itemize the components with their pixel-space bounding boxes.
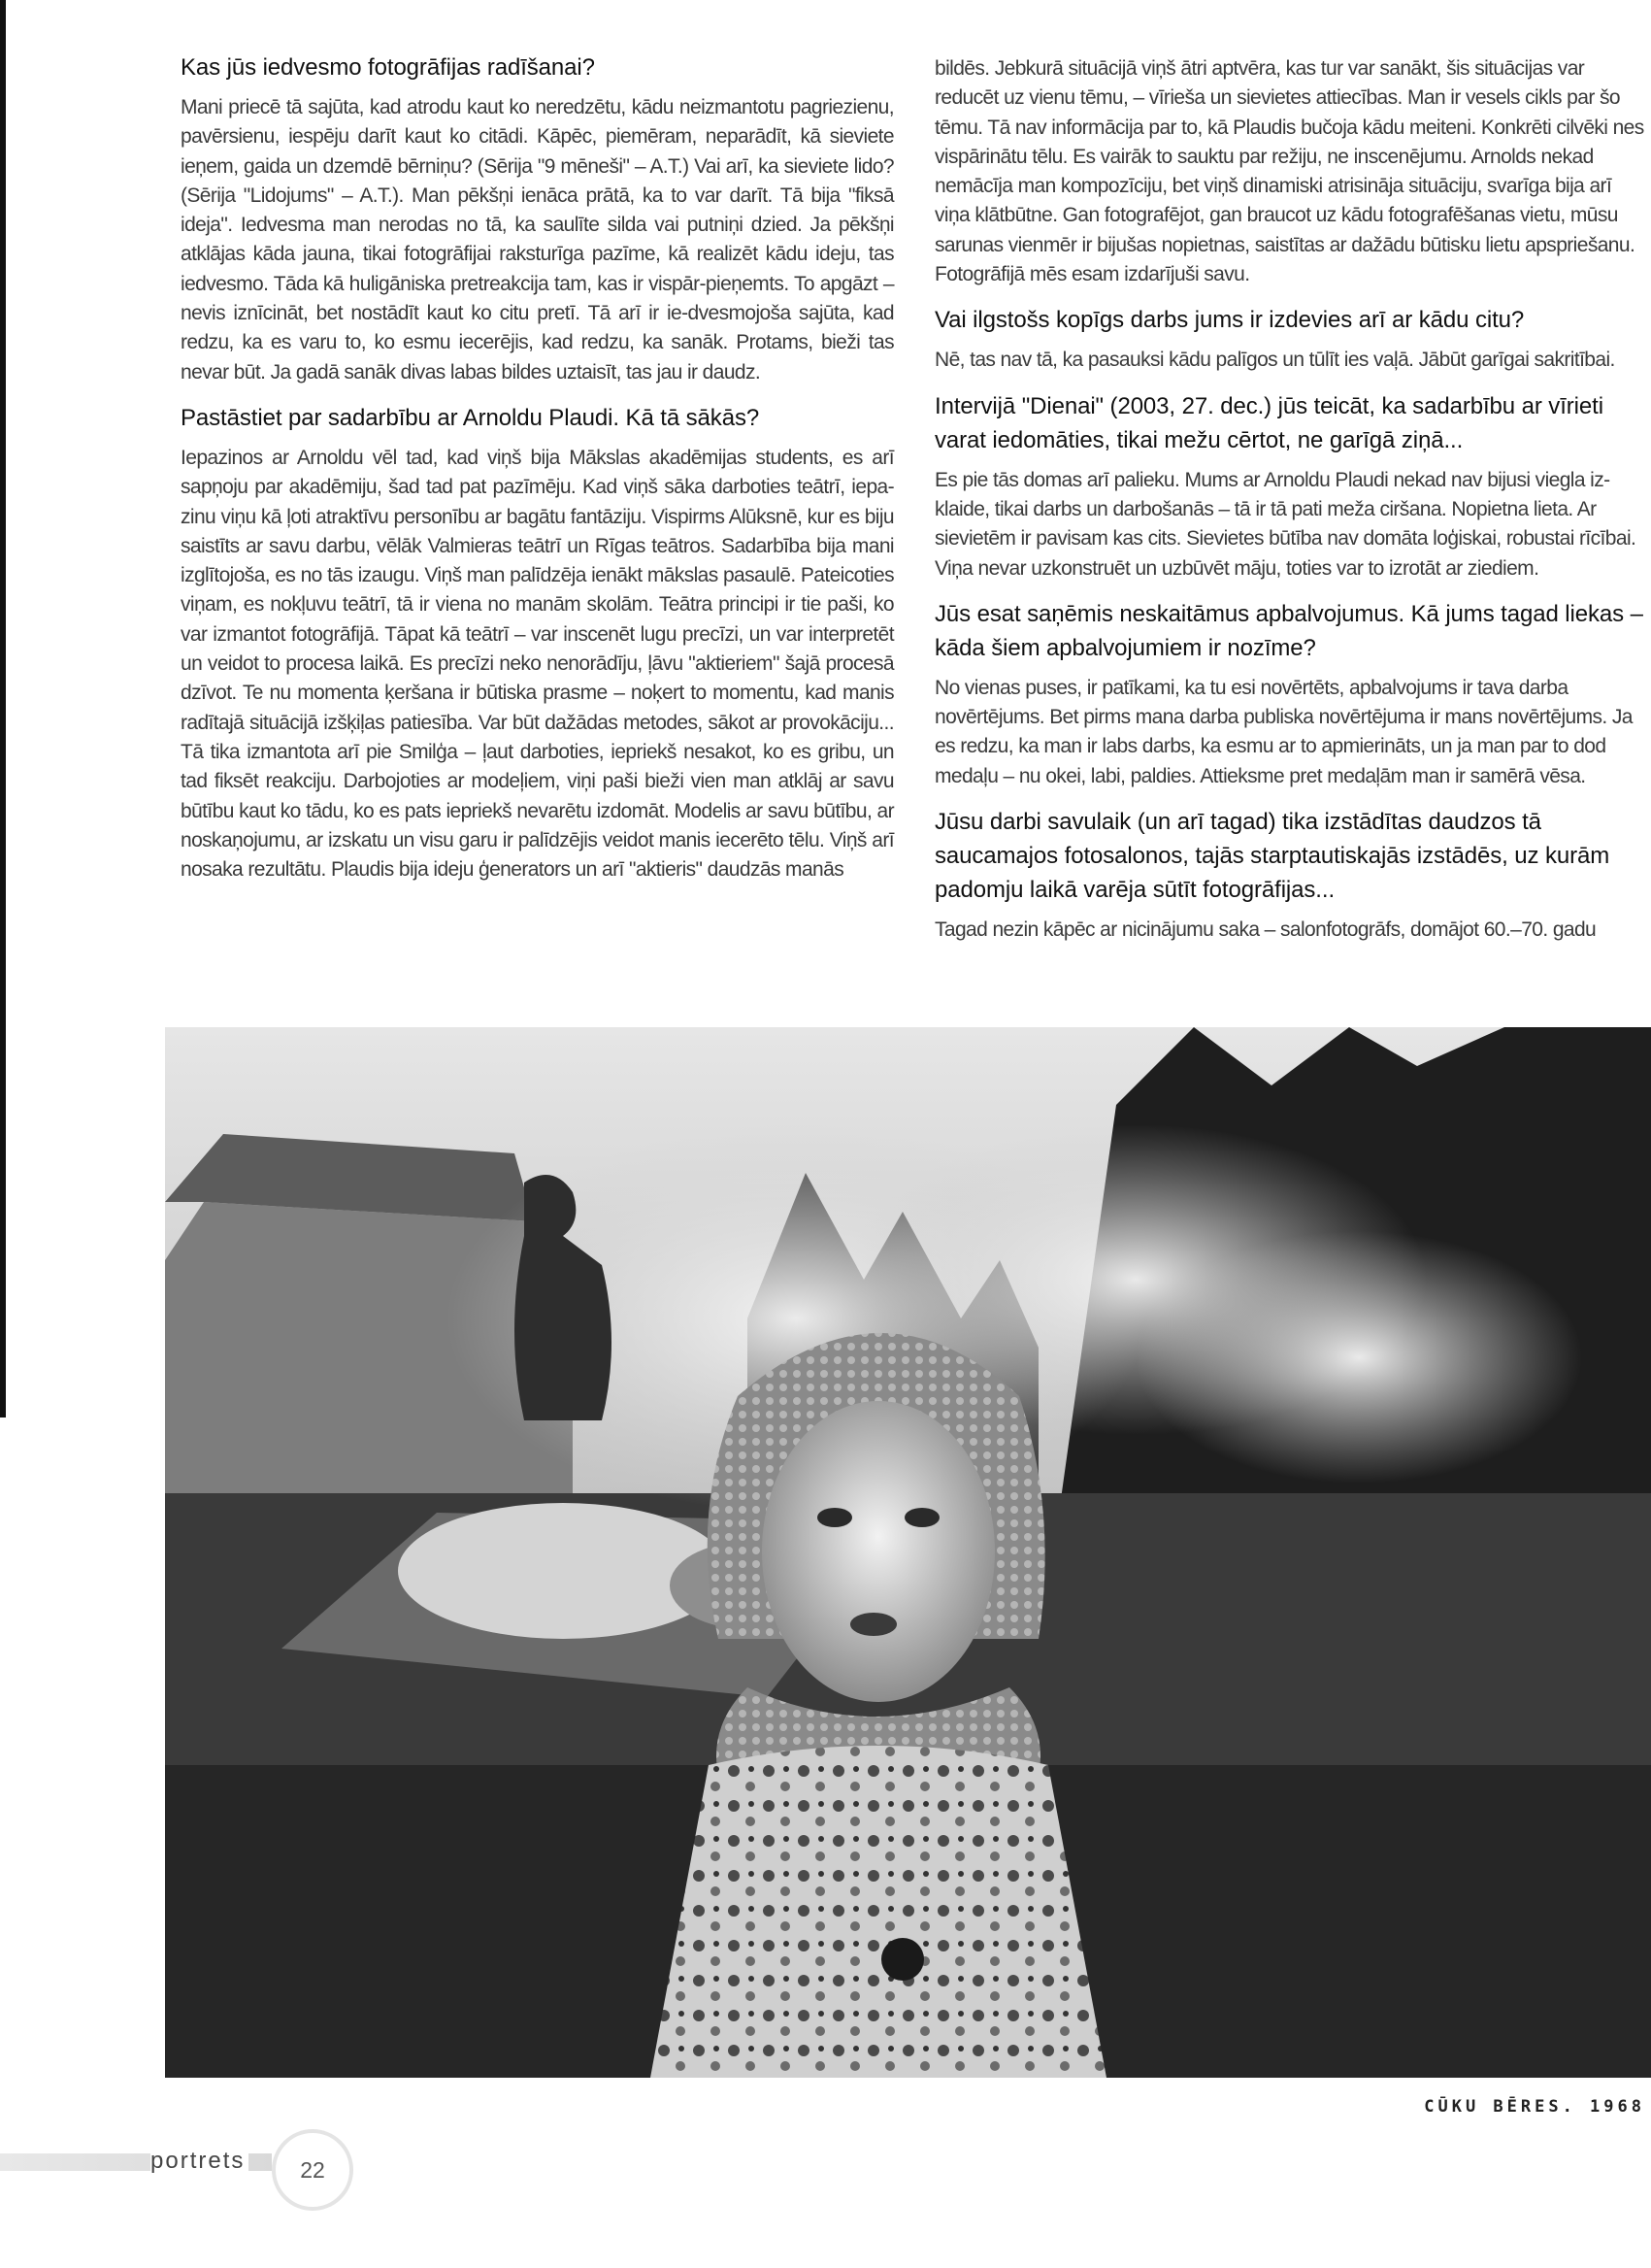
answer-plaudis-continued: bildēs. Jebkurā situācijā viņš ātri aptvēra, kas tur var sanākt, šis situācijas var reducēt uz vienu tēmu, – vīrieša un sievietes attiecības. Man ir vesels cikls par šo tēmu. Tā nav informācija par to, kā Plaudis bučoja kādu meiteni. Konkrēti cilvēki nes vispārinātu tēlu. Es vairāk to sauktu par režiju, ne inscenējumu. Arnolds nekad nemācīja man kompozīciju, bet viņš dinamiski atrisināja situāciju, svarīga bija arī viņa klātbūtne. Gan fotografējot, gan braucot uz kādu fotografēšanas vietu, mūsu sarunas vienmēr ir bijušas nopietnas, saistītas ar dažādu būtisku lietu apspriešanu. Fotogrāfijā mēs esam izdarījuši savu. xyxy=(935,57,1644,286)
question-inspiration: Kas jūs iedvesmo fotogrāfijas radīšanai? xyxy=(181,54,595,81)
page-edge-strip xyxy=(0,0,6,1418)
photo-illustration xyxy=(165,1027,1651,2078)
question-long-collaboration: Vai ilgstošs kopīgs darbs jums ir izdevies arī ar kādu citu? xyxy=(935,307,1525,334)
left-column xyxy=(181,50,894,898)
question-awards: Jūs esat saņēmis neskaitāmus apbalvojumus. Kā jums tagad liekas – kāda šiem apbalvojumiem ir nozīme? xyxy=(935,600,1643,661)
answer-photosalons: Tagad nezin kāpēc ar nicinājumu saka – salonfotogrāfs, domājot 60.–70. gadu xyxy=(935,918,1597,942)
answer-awards: No vienas puses, ir patīkami, ka tu esi novērtēts, apbalvojums ir tava darba novērtējums. Bet pirms mana darba publiska novērtējuma ir mans novērtējums. Ja es redzu, ka man ir labs darbs, ka esmu ar to apmierināts, un ja man par to dod medaļu – nu okei, labi, paldies. Attieksme pret medaļām man ir samērā vēsa. xyxy=(935,676,1633,787)
question-plaudis: Pastāstiet par sadarbību ar Arnoldu Plaudi. Kā tā sākās? xyxy=(181,404,760,431)
question-photosalons: Jūsu darbi savulaik (un arī tagad) tika izstādītas daudzos tā saucamajos fotosalonos, tajās starptautiskajās izstādēs, uz kurām padomju laikā varēja sūtīt fotogrāfijas... xyxy=(935,809,1610,904)
right-column xyxy=(935,54,1651,958)
answer-long-collaboration: Nē, tas nav tā, ka pasauksi kādu palīgos un tūlīt ies vaļā. Jābūt garīgai sakritībai. xyxy=(935,349,1615,372)
photo-caption: CŪKU BĒRES. 1968 xyxy=(1424,2097,1645,2117)
photo-child-in-hood xyxy=(165,1027,1651,2078)
answer-inspiration: Mani priecē tā sajūta, kad atrodu kaut ko neredzētu, kādu neizmantotu pagriezienu, pavērsienu, iespēju darīt kaut ko citādi. Kāpēc, piemēram, neparādīt, kā sieviete ieņem, gaida un dzemdē bērniņu? (Sērija "9 mēneši" – A.T.) Vai arī, ka sieviete lido? (Sērija "Lidojums" – A.T.). Man pēkšņi ienāca prātā, ka to var darīt. Tā bija "fiksā ideja". Iedvesma man nerodas no tā, ka saulīte silda vai putniņi dzied. Ja pēkšņi atklājas kāda jauna, tikai fotogrāfijai raksturīga pazīme, kā realizēt kādu ideju, tas iedvesmo. Tāda kā huligāniska pretreakcija tam, kas ir vispār-pieņemts. To apgāzt – nevis iznīcināt, bet nostādīt kaut ko citu pretī. Tā arī ir ie-dvesmojoša sajūta, kad redzu, ka es varu to, ko esmu iecerējis, kad redzu, ka sanāk. Protams, bieži tas nevar būt. Ja gadā sanāk divas labas bildes uztaisīt, tas jau ir daudz. xyxy=(181,96,894,384)
section-label: portrets xyxy=(150,2148,248,2175)
answer-plaudis: Iepazinos ar Arnoldu vēl tad, kad viņš bija Mākslas akadēmijas students, es arī sapņoju par akadēmiju, šad tad pat pazīmēju. Kad viņš sāka darboties teātrī, iepa-zinu viņu kā ļoti atraktīvu personību ar bagātu fantāziju. Vispirms Alūksnē, kur es biju saistīts ar savu darbu, vēlāk Valmieras teātrī un Rīgas teātros. Sadarbība bija mani izglītojoša, es no tās izaugu. Viņš man palīdzēja ienākt mākslas pasaulē. Pateicoties viņam, es nokļuvu teātrī, tā ir viena no manām skolām. Teātra principi ir tie paši, ko var izmantot fotogrāfijā. Tāpat kā teātrī – var inscenēt lugu precīzi, un var interpretēt un veidot to procesa laikā. Es precīzi neko nenorādīju, ļāvu "aktieriem" šajā procesā dzīvot. Te nu momenta ķeršana ir būtiska prasme – noķert to momentu, kad manis radītajā situācijā izšķiļas patiesība. Var būt dažādas metodes, sākot ar provokāciju... Tā tika izmantota arī pie Smilģa – ļaut darboties, iepriekš nesakot, ko es gribu, un tad fiksēt reakciju. Darbojoties ar modeļiem, viņi paši bieži vien man atklāj ar savu būtību kaut ko tādu, ko es pats iepriekš nevarētu izdomāt. Modelis ar savu būtību, ar noskaņojumu, ar izskatu un visu garu ir palīdzējis veidot manis iecerēto tēlu. Viņš arī nosaka rezultātu. Plaudis bija ideju ģenerators un arī "aktieris" daudzās manās xyxy=(181,446,894,882)
page-number: 22 xyxy=(272,2129,353,2211)
answer-dienai-interview: Es pie tās domas arī palieku. Mums ar Arnoldu Plaudi nekad nav bijusi viegla iz-klaide, tikai darbs un darbošanās – tā ir tā pati meža ciršana. Nopietna lieta. Ar sievietēm ir pavisam kas cits. Sievietes būtība nav domāta loģiskai, robustai rīcībai. Viņa nevar uzkonstruēt un uzbūvēt māju, toties var to izrotāt ar ziediem. xyxy=(935,468,1636,580)
question-dienai-interview: Intervijā "Dienai" (2003, 27. dec.) jūs teicāt, ka sadarbību ar vīrieti varat iedomāties, tikai mežu cērtot, ne garīgā ziņā... xyxy=(935,392,1603,453)
